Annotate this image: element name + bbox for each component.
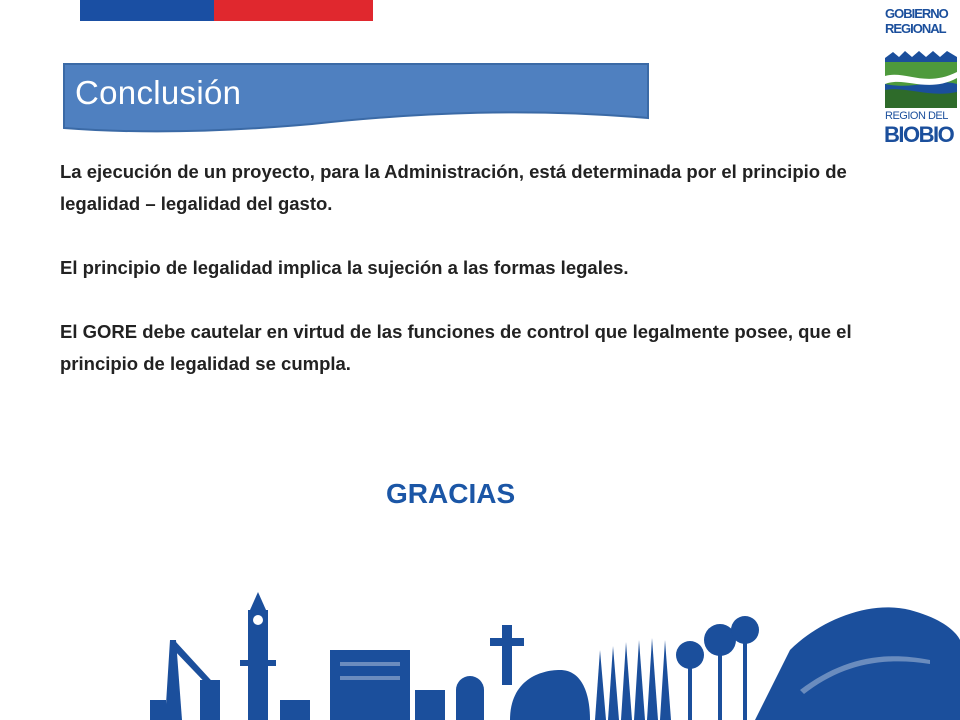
logo-region-text: REGION DEL [885, 110, 948, 122]
paragraph-gore-control: El GORE debe cautelar en virtud de las funciones de control que legalmente posee, que el principio de legalidad se cumpla. [60, 321, 852, 374]
logo-line-regional: REGIONAL [885, 21, 946, 36]
title-banner [62, 62, 650, 134]
closing-gracias: GRACIAS [386, 478, 516, 509]
flag-red-stripe [214, 0, 373, 21]
river-emblem-icon [885, 48, 957, 108]
slide-title: Conclusión [75, 74, 242, 111]
logo-biobio-text: BIOBIO [884, 122, 954, 147]
gobierno-regional-logo [880, 4, 960, 146]
paragraph-legalidad-gasto: La ejecución de un proyecto, para la Administración, está determinada por el principio de legalidad – legalidad del gasto. [60, 161, 847, 214]
flag-blue-stripe [80, 0, 214, 21]
slide-body [60, 156, 860, 412]
city-skyline-illustration [0, 580, 960, 720]
paragraph-sujecion-formas: El principio de legalidad implica la sujeción a las formas legales. [60, 257, 629, 278]
flag-bar [80, 0, 373, 21]
logo-line-gobierno: GOBIERNO [885, 6, 948, 21]
